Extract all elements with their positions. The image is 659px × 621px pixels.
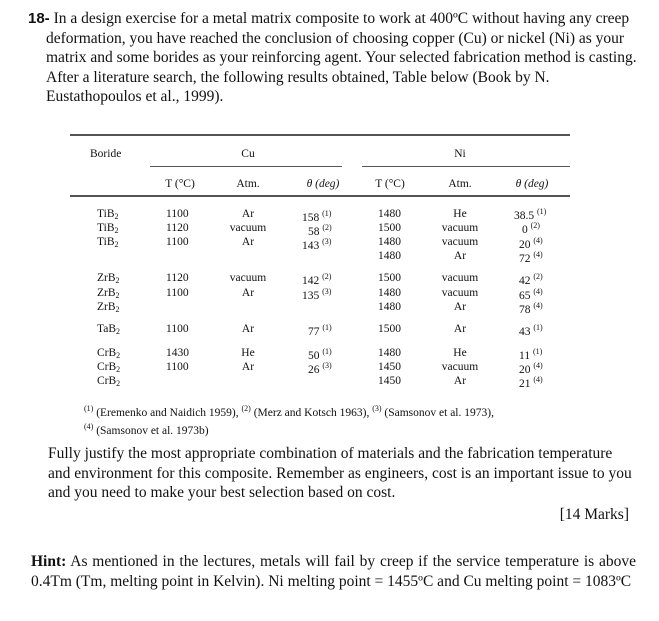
footnote-text: (Samsonov et al. 1973b) [96, 425, 209, 437]
theta-value: 38.5 [514, 210, 535, 222]
ni-theta [519, 321, 543, 339]
ni-temp: 1480 [378, 236, 401, 248]
boride-table [70, 134, 570, 394]
table-top-rule [70, 134, 570, 136]
header-cu-theta: θ (deg) [306, 178, 340, 190]
ni-temp: 1450 [378, 375, 401, 387]
theta-ref: (4) [533, 301, 543, 310]
question [28, 9, 643, 107]
cu-temp: 1430 [166, 347, 189, 359]
theta-value: 143 [302, 240, 320, 252]
boride-sub: 2 [116, 351, 121, 360]
boride-name [97, 374, 120, 391]
cu-theta [302, 235, 331, 253]
cu-atm: He [241, 347, 255, 359]
ni-temp: 1480 [378, 250, 401, 262]
cu-temp: 1100 [166, 236, 189, 248]
theta-ref: (4) [533, 250, 543, 259]
boride-name [97, 322, 120, 339]
cu-atm: Ar [241, 236, 255, 248]
ni-temp: 1500 [378, 222, 401, 234]
theta-value: 11 [519, 350, 531, 362]
header-boride: Boride [90, 148, 122, 160]
ni-atm: Ar [453, 375, 467, 387]
ni-header-rule [362, 166, 570, 167]
cu-temp: 1100 [166, 208, 189, 220]
theta-ref: (2) [322, 223, 332, 232]
boride-base: ZrB [97, 272, 116, 284]
theta-ref: (1) [537, 207, 547, 216]
cu-atm: Ar [241, 287, 255, 299]
theta-value: 20 [519, 239, 531, 251]
cu-temp: 1120 [166, 272, 189, 284]
cu-theta [308, 359, 332, 377]
theta-value: 135 [302, 290, 320, 302]
footnote-text: (Eremenko and Naidich 1959), [96, 407, 239, 419]
boride-sub: 2 [116, 327, 120, 336]
theta-ref: (4) [533, 361, 543, 370]
subheader-rule [70, 195, 570, 197]
question-text: In a design exercise for a metal matrix composite to work at 400ºC without having any creep deformation, you have reached the conclusion of choosing copper (Cu) or nickel (Ni) as your matrix and some borides as your reinforcing agent. Your selected fabrication method is casting. After a literature search, the following results obtained, Table below (Book by N. Eustathopoulos et al., 1999). [46, 10, 637, 105]
theta-value: 0 [522, 224, 528, 236]
theta-value: 58 [308, 226, 320, 238]
theta-ref: (1) [532, 347, 543, 356]
theta-value: 142 [302, 275, 320, 287]
theta-ref: (3) [322, 361, 332, 370]
ni-atm: vacuum [441, 361, 479, 373]
header-ni-atm: Atm. [448, 178, 472, 190]
footnote-text: (Merz and Kotsch 1963), [253, 407, 370, 419]
ni-atm: Ar [453, 250, 467, 262]
cu-temp: 1100 [166, 323, 189, 335]
marks-label: [14 Marks] [559, 506, 629, 523]
cu-temp: 1120 [166, 222, 189, 234]
theta-value: 21 [519, 378, 531, 390]
footnote-text: (Samsonov et al. 1973), [384, 407, 494, 419]
boride-base: ZrB [97, 287, 116, 299]
footnote-ref: (4) [84, 422, 94, 431]
ni-theta [519, 373, 543, 391]
theta-value: 26 [308, 364, 320, 376]
ni-atm: Ar [453, 301, 467, 313]
header-ni-t: T (°C) [375, 178, 405, 190]
theta-value: 43 [519, 326, 531, 338]
boride-base: CrB [97, 375, 117, 387]
cu-temp: 1100 [166, 287, 189, 299]
footnote-line [84, 402, 584, 420]
cu-atm: Ar [241, 208, 255, 220]
boride-name [97, 235, 119, 252]
cu-header-rule [150, 166, 342, 167]
boride-base: TiB [97, 236, 115, 248]
theta-ref: (1) [322, 209, 332, 218]
theta-value: 20 [519, 364, 531, 376]
footnote-ref: (3) [372, 404, 382, 413]
footnote-line [84, 420, 584, 438]
ni-atm: He [453, 208, 467, 220]
ni-theta [519, 248, 543, 266]
theta-ref: (3) [322, 237, 332, 246]
boride-base: TaB [97, 323, 116, 335]
cu-atm: vacuum [229, 222, 267, 234]
theta-ref: (4) [533, 287, 543, 296]
boride-name [97, 300, 120, 317]
boride-sub: 2 [114, 226, 119, 235]
boride-base: CrB [97, 361, 117, 373]
ni-temp: 1480 [378, 287, 401, 299]
boride-sub: 2 [115, 305, 120, 314]
theta-ref: (1) [322, 323, 332, 332]
cu-temp: 1100 [166, 361, 189, 373]
theta-value: 72 [519, 253, 531, 265]
boride-sub: 2 [115, 276, 120, 285]
theta-ref: (4) [533, 375, 543, 384]
cu-atm: Ar [241, 361, 255, 373]
hint-text: As mentioned in the lectures, metals will fail by creep if the service temperature is above 0.4Tm (Tm, melting point in Kelvin). Ni melting point = 1455ºC and Cu melting point = 1083ºC [31, 553, 636, 590]
ni-atm: Ar [453, 323, 467, 335]
theta-value: 42 [519, 275, 531, 287]
theta-ref: (4) [533, 236, 543, 245]
theta-ref: (3) [322, 287, 332, 296]
task-prompt: Fully justify the most appropriate combination of materials and the fabrication temperature and environment for this composite. Remember as engineers, cost is an important issue to you and you need to make your best selection based on cost. [48, 445, 632, 501]
boride-sub: 2 [116, 365, 121, 374]
theta-ref: (1) [322, 347, 332, 356]
cu-theta [308, 321, 332, 339]
ni-atm: vacuum [441, 222, 479, 234]
ni-atm: vacuum [441, 272, 479, 284]
ni-temp: 1480 [378, 208, 401, 220]
header-ni-theta: θ (deg) [515, 178, 549, 190]
boride-base: TiB [97, 208, 115, 220]
footnote-ref: (1) [84, 404, 94, 413]
ni-atm: vacuum [441, 287, 479, 299]
question-number: 18- [28, 10, 50, 27]
boride-base: CrB [97, 347, 117, 359]
ni-temp: 1500 [378, 272, 401, 284]
theta-ref: (2) [533, 272, 543, 281]
ni-theta [519, 299, 543, 317]
theta-value: 78 [519, 304, 531, 316]
theta-ref: (1) [533, 323, 543, 332]
cu-atm: Ar [241, 323, 255, 335]
header-cu-atm: Atm. [236, 178, 260, 190]
theta-value: 77 [308, 326, 320, 338]
ni-temp: 1450 [378, 361, 401, 373]
cu-atm: vacuum [229, 272, 267, 284]
theta-value: 65 [519, 290, 531, 302]
header-ni: Ni [454, 148, 466, 160]
boride-sub: 2 [114, 240, 119, 249]
boride-base: ZrB [97, 301, 116, 313]
hint-label: Hint: [31, 553, 67, 570]
boride-sub: 2 [115, 291, 120, 300]
ni-temp: 1500 [378, 323, 401, 335]
cu-theta [302, 285, 331, 303]
theta-value: 158 [302, 212, 320, 224]
table-footnotes [84, 402, 584, 438]
ni-temp: 1480 [378, 301, 401, 313]
theta-value: 50 [308, 350, 320, 362]
ni-atm: vacuum [441, 236, 479, 248]
ni-temp: 1480 [378, 347, 401, 359]
ni-atm: He [453, 347, 467, 359]
header-cu-t: T (°C) [165, 178, 195, 190]
hint [31, 552, 636, 591]
boride-sub: 2 [116, 379, 121, 388]
boride-sub: 2 [114, 212, 119, 221]
theta-ref: (2) [530, 221, 540, 230]
header-cu: Cu [241, 148, 255, 160]
theta-ref: (2) [322, 272, 332, 281]
boride-base: TiB [97, 222, 115, 234]
footnote-ref: (2) [241, 404, 251, 413]
